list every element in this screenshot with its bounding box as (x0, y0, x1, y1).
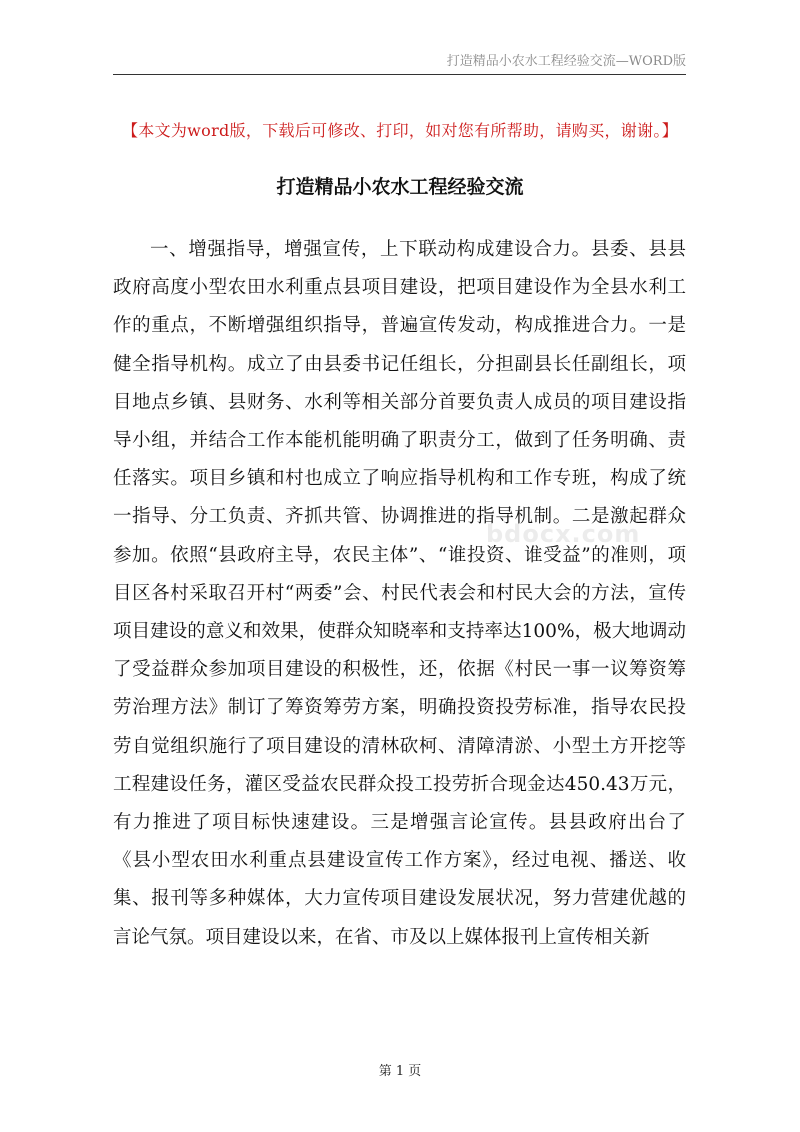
purchase-notice: 【本文为word版，下载后可修改、打印，如对您有所帮助，请购买，谢谢。】 (121, 121, 679, 140)
body-paragraph: 一、增强指导，增强宣传，上下联动构成建设合力。县委、县县政府高度小型农田水利重点县项目建设，把项目建设作为全县水利工作的重点，不断增强组织指导，普遍宣传发动，构成推进合力。一是健全指导机构。成立了由县委书记任组长，分担副县长任副组长，项目地点乡镇、县财务、水利等相关部分首要负责人成员的项目建设指导小组，并结合工作本能机能明确了职责分工，做到了任务明确、责任落实。项目乡镇和村也成立了响应指导机构和工作专班，构成了统一指导、分工负责、齐抓共管、协调推进的指导机制。二是激起群众参加。依照“县政府主导，农民主体”、“谁投资、谁受益”的准则，项目区各村采取召开村“两委”会、村民代表会和村民大会的方法，宣传项目建设的意义和效果，使群众知晓率和支持率达100%，极大地调动了受益群众参加项目建设的积极性，还，依据《村民一事一议筹资筹劳治理方法》制订了筹资筹劳方案，明确投资投劳标准，指导农民投劳自觉组织施行了项目建设的清林砍柯、清障清淤、小型土方开挖等工程建设任务，灌区受益农民群众投工投劳折合现金达450.43万元，有力推进了项目标快速建设。三是增强言论宣传。县县政府出台了《县小型农田水利重点县建设宣传工作方案》，经过电视、播送、收集、报刊等多种媒体，大力宣传项目建设发展状况，努力营建优越的言论气氛。项目建设以来，在省、市及以上媒体报刊上宣传相关新 (113, 239, 686, 948)
document-title: 打造精品小农水工程经验交流 (276, 176, 524, 198)
page-number: 第 1 页 (378, 1064, 422, 1079)
watermark-logo: bdocx.com (486, 520, 641, 548)
header-divider (113, 74, 686, 75)
running-header: 打造精品小农水工程经验交流—WORD版 (446, 54, 686, 69)
